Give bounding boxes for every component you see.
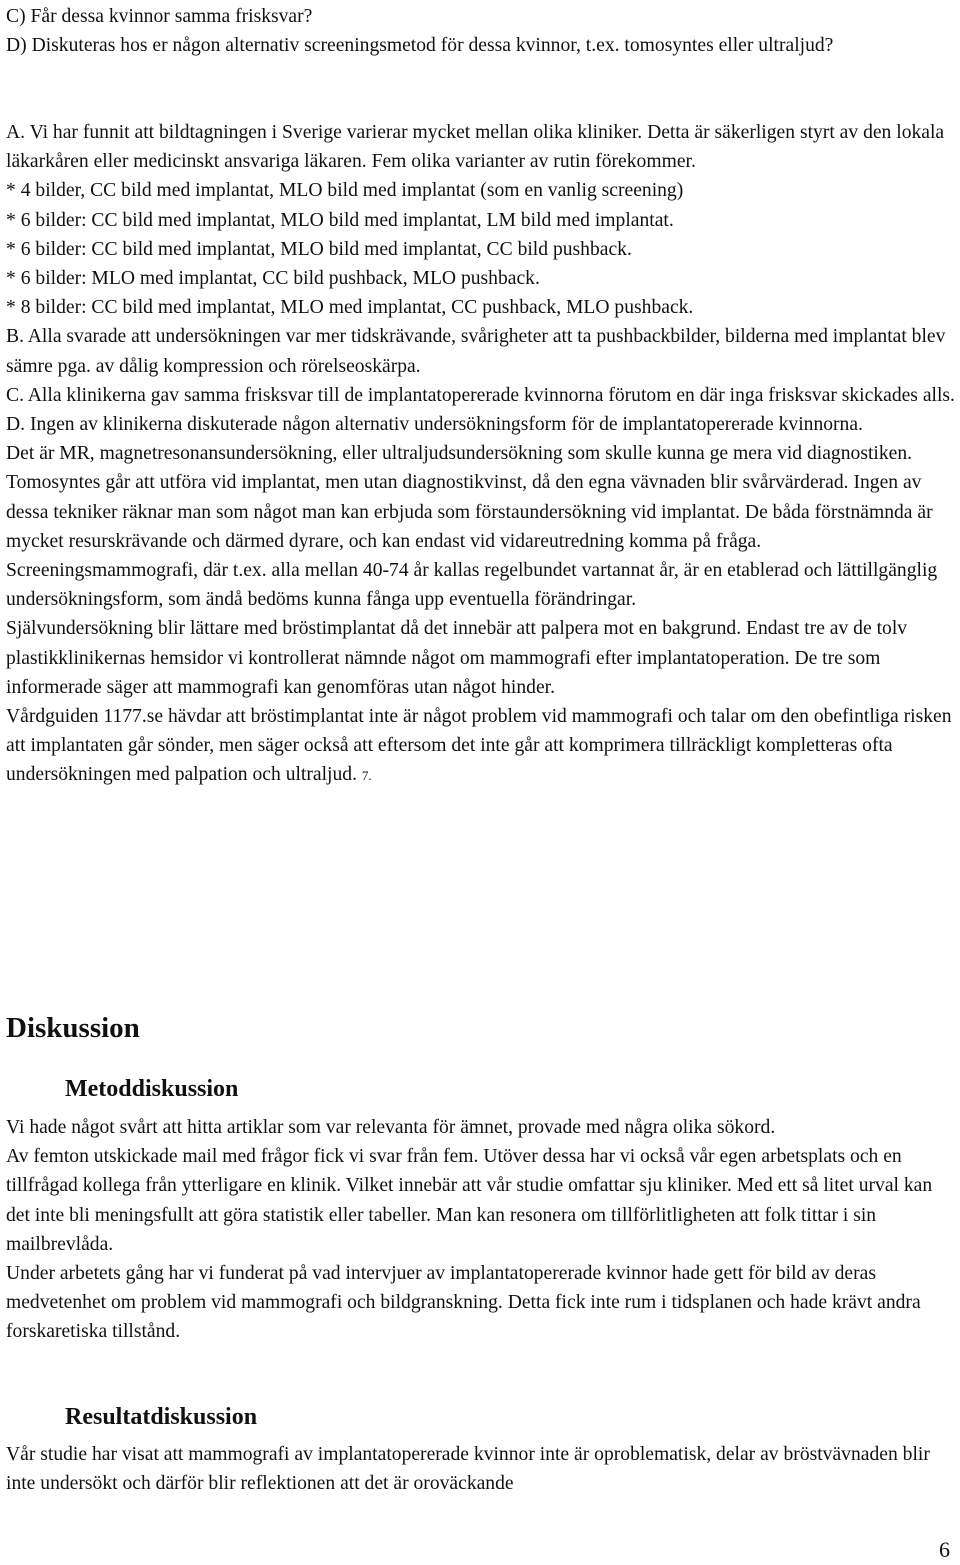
paragraph: Vår studie har visat att mammografi av implantatopererade kvinnor inte är oproblematisk, delar av bröstvävnaden blir inte undersökt och därför blir reflektionen att det är oroväckande: [6, 1444, 930, 1495]
paragraph: Självundersökning blir lättare med bröstimplantat då det innebär att palpera mot en bakgrund. Endast tre av de tolv plastikklinikernas hemsidor vi kontrollerat nämnde något om mammografi efter implantatoperation. De tre som informerade säger att mammografi kan genomföras utan något hinder.: [6, 618, 908, 698]
routine-item: * 6 bilder: MLO med implantat, CC bild pushback, MLO pushback.: [6, 268, 540, 290]
vardguiden-text: Vårdguiden 1177.se hävdar att bröstimplantat inte är något problem vid mammografi och talar om den obefintliga risken att implantaten går sönder, men säger också att eftersom det inte går att komprimera tillräckligt kompletteras ofta undersökningen med palpation och ultraljud.: [6, 706, 952, 786]
routine-item: * 6 bilder: CC bild med implantat, MLO bild med implantat, LM bild med implantat.: [6, 209, 674, 231]
subsection-title-results: Resultatdiskussion: [65, 1404, 258, 1430]
question-list: [6, 2, 956, 60]
answer-block: [6, 118, 956, 791]
answer-a: A. Vi har funnit att bildtagningen i Sverige varierar mycket mellan olika kliniker. Detta är säkerligen styrt av den lokala läkarkåren eller medicinskt ansvariga läkaren. Fem olika varianter av rutin förekommer.: [6, 122, 945, 173]
paragraph: Under arbetets gång har vi funderat på vad intervjuer av implantatopererade kvinnor hade gett för bild av deras medvetenhet om problem vid mammografi och bildgranskning. Detta fick inte rum i tidsplanen och hade krävt andra forskaretiska tillstånd.: [6, 1263, 921, 1343]
routine-item: * 6 bilder: CC bild med implantat, MLO bild med implantat, CC bild pushback.: [6, 238, 632, 260]
routine-item: * 8 bilder: CC bild med implantat, MLO med implantat, CC pushback, MLO pushback.: [6, 297, 694, 319]
question-c: C) Får dessa kvinnor samma frisksvar?: [6, 6, 313, 27]
question-d: D) Diskuteras hos er någon alternativ screeningsmetod för dessa kvinnor, t.ex. tomosyntes eller ultraljud?: [6, 35, 834, 57]
reference-number: 7.: [361, 768, 372, 784]
answer-b: B. Alla svarade att undersökningen var mer tidskrävande, svårigheter att ta pushbackbilder, bilderna med implantat blev sämre pga. av dålig kompression och rörelseoskärpa.: [6, 326, 946, 377]
paragraph: Det är MR, magnetresonansundersökning, eller ultraljudsundersökning som skulle kunna ge mera vid diagnostiken. Tomosyntes går att utföra vid implantat, men utan diagnostikvinst, då den egna vävnaden blir svårvärderad. Ingen av dessa tekniker räknar man som något man kan erbjuda som förstaundersökning vid implantat. De båda förstnämnda är mycket resurskrävande och därmed dyrare, och kan endast vid vidareutredning komma på fråga. Screeningsmammografi, där t.ex. alla mellan 40-74 år kallas regelbundet vartannat år, är en etablerad och lättillgänglig undersökningsform, som ändå bedöms kunna fånga upp eventuella förändringar.: [6, 443, 938, 611]
vardguiden-paragraph: [6, 702, 956, 791]
section-title: Diskussion: [6, 1012, 140, 1044]
page-number: 6: [939, 1537, 950, 1562]
paragraph: Vi hade något svårt att hitta artiklar som var relevanta för ämnet, provade med några olika sökord.: [6, 1117, 776, 1138]
answer-d: D. Ingen av klinikerna diskuterade någon alternativ undersökningsform för de implantatopererade kvinnorna.: [6, 414, 863, 436]
paragraph: Av femton utskickade mail med frågor fick vi svar från fem. Utöver dessa har vi också vår egen arbetsplats och en tillfrågad kollega från ytterligare en klinik. Vilket innebär att vår studie omfattar sju kliniker. Med ett så litet urval kan det inte bli meningsfullt att göra statistik eller tabeller. Man kan resonera om tillförlitligheten att folk tittar i sin mailbrevlåda.: [6, 1146, 933, 1255]
subsection-title-method: Metoddiskussion: [65, 1076, 239, 1102]
results-paragraphs: [6, 1440, 956, 1498]
method-paragraphs: [6, 1113, 956, 1347]
routine-item: * 4 bilder, CC bild med implantat, MLO bild med implantat (som en vanlig screening): [6, 180, 684, 202]
answer-c: C. Alla klinikerna gav samma frisksvar till de implantatopererade kvinnorna förutom en där inga frisksvar skickades alls.: [6, 384, 955, 406]
